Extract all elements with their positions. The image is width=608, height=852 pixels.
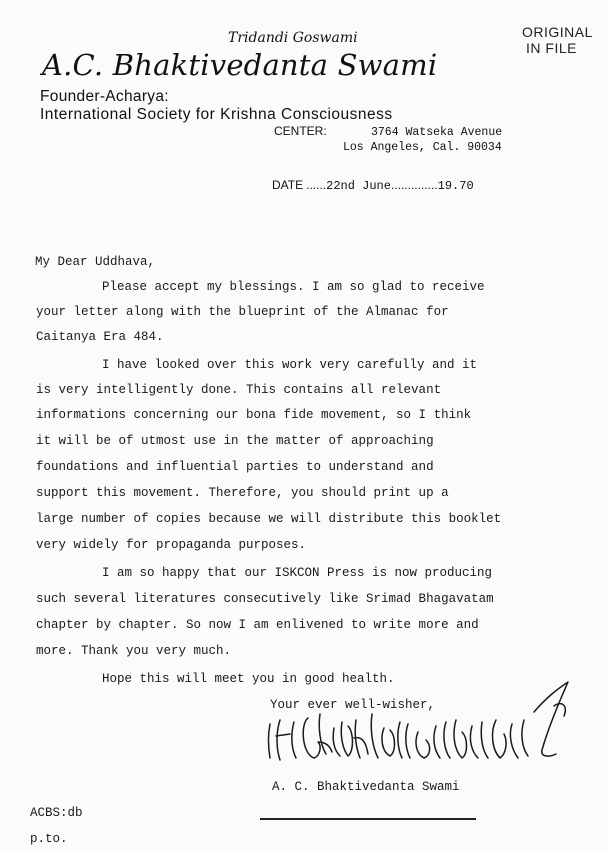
stamp-line-2: IN FILE (526, 40, 577, 56)
date-label: DATE (272, 178, 304, 192)
letterhead-tridandi: Tridandi Goswami (228, 30, 358, 46)
body-line: more. Thank you very much. (36, 644, 232, 658)
handwritten-signature (250, 662, 590, 772)
body-line: Please accept my blessings. I am so glad to receive (102, 280, 485, 294)
address-line-2: Los Angeles, Cal. 90034 (343, 141, 502, 154)
center-label: CENTER: (274, 124, 327, 138)
body-line: foundations and influential parties to understand and (36, 460, 434, 474)
date-dots-1: ...... (306, 178, 327, 192)
body-line: I have looked over this work very carefully and it (102, 358, 478, 372)
reference-initials: ACBS:db (30, 806, 83, 820)
body-line: is very intelligently done. This contains all relevant (36, 383, 442, 397)
please-turn-over: p.to. (30, 832, 68, 846)
date-dots-2: .............. (390, 178, 438, 192)
body-line: support this movement. Therefore, you should print up a (36, 486, 449, 500)
body-line: Caitanya Era 484. (36, 330, 164, 344)
original-in-file-stamp (522, 24, 593, 56)
date-value: 22nd June (326, 179, 391, 193)
date-line (272, 178, 474, 193)
letterhead-society: International Society for Krishna Consciousness (40, 106, 393, 123)
body-line: I am so happy that our ISKCON Press is now producing (102, 566, 493, 580)
closing: Your ever well-wisher, (270, 698, 436, 712)
address-line-1: 3764 Watseka Avenue (371, 126, 503, 139)
body-line: informations concerning our bona fide movement, so I think (36, 408, 472, 422)
letterhead-name: A.C. Bhaktivedanta Swami (42, 48, 438, 82)
body-line: your letter along with the blueprint of the Almanac for (36, 305, 449, 319)
salutation: My Dear Uddhava, (35, 255, 156, 269)
letterhead-founder: Founder-Acharya: (40, 88, 169, 105)
body-line: it will be of utmost use in the matter of approaching (36, 434, 434, 448)
body-line: such several literatures consecutively like Srimad Bhagavatam (36, 592, 494, 606)
date-year: 19.70 (437, 179, 474, 193)
body-line: chapter by chapter. So now I am enlivened to write more and (36, 618, 479, 632)
body-line: large number of copies because we will distribute this booklet (36, 512, 502, 526)
body-line: Hope this will meet you in good health. (102, 672, 395, 686)
stamp-line-1: ORIGINAL (522, 24, 593, 40)
body-line: very widely for propaganda purposes. (36, 538, 307, 552)
signature-name: A. C. Bhaktivedanta Swami (272, 780, 460, 794)
signature-underline (260, 818, 476, 820)
